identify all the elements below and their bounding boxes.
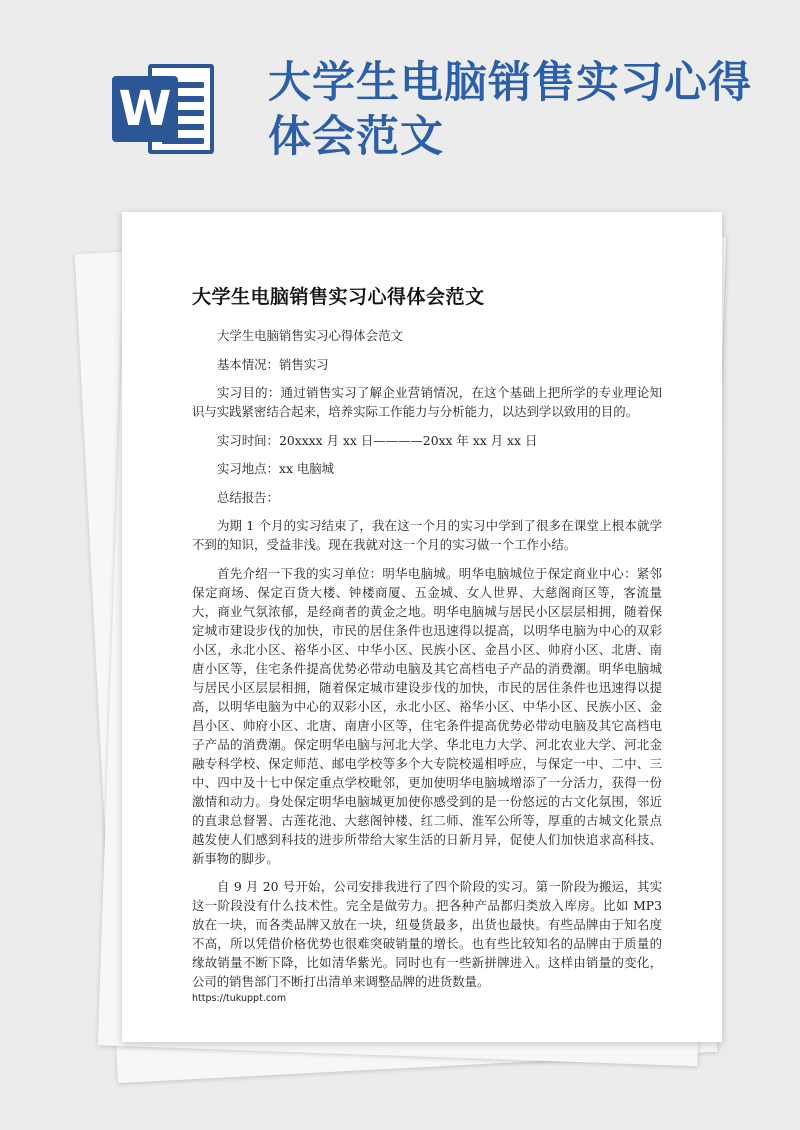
paragraph-company-intro: 首先介绍一下我的实习单位：明华电脑城。明华电脑城位于保定商业中心：紧邻保定商场、保定百货大楼、钟楼商厦、五金城、女人世界、大慈阁商区等，客流量大，商业气氛浓郁，是经商者的黄金之地。明华电脑城与居民小区层层相拥，随着保定城市建设步伐的加快，市民的居住条件也迅速得以提高，以明华电脑为中心的双彩小区，永北小区、裕华小区、中华小区、民族小区、金昌小区、帅府小区、北唐、南唐小区等，住宅条件提高优势必带动电脑及其它高档电子产品的消费潮。明华电脑城与居民小区层层相拥，随着保定城市建设步伐的加快，市民的居住条件也迅速得以提高，以明华电脑为中心的双彩小区，永北小区、裕华小区、中华小区、民族小区、金昌小区、帅府小区、北唐、南唐小区等，住宅条件提高优势必带动电脑及其它高档电子产品的消费潮。保定明华电脑与河北大学、华北电力大学、河北农业大学、河北金融专科学校、保定师范、邮电学校等多个大专院校遥相呼应，与保定一中、二中、三中、四中及十七中保定重点学校毗邻，更加使明华电脑城增添了一分活力，获得一份激情和动力。身处保定明华电脑城更加使你感受到的是一份悠远的古文化氛围，邻近的直隶总督署、古莲花池、大慈阁钟楼、红二师、淮军公所等，厚重的古城文化景点越发使人们感到科技的进步所带给大家生活的日新月异，促使人们加快追求高科技、新事物的脚步。 [192, 565, 662, 866]
word-logo-letter: W [112, 76, 178, 142]
document-body [192, 326, 662, 1001]
paragraph-summary: 为期 1 个月的实习结束了，我在这一个月的实习中学到了很多在课堂上根本就学不到的知识，受益非浅。现在我就对这一个月的实习做一个工作小结。 [192, 518, 662, 552]
paragraph-basic-info: 基本情况：销售实习 [217, 356, 329, 372]
paragraph-location: 实习地点：xx 电脑城 [217, 461, 335, 476]
paragraph-purpose: 实习目的：通过销售实习了解企业营销情况，在这个基础上把所学的专业理论知识与实践紧密结合起来，培养实际工作能力与分析能力，以达到学以致用的目的。 [192, 385, 662, 419]
source-url: https://tukuppt.com [192, 993, 287, 1004]
paragraph-heading: 大学生电脑销售实习心得体会范文 [217, 328, 403, 343]
paragraph-stages: 自 9 月 20 号开始，公司安排我进行了四个阶段的实习。第一阶段为搬运，其实这一阶段没有什么技术性。完全是做劳力。把各种产品都归类放入库房。比如 MP3 放在一块，而各类品牌又放在一块，纽曼货最多，出货也最快。有些品牌由于知名度不高，所以凭借价格优势也很难突破销量的增长。也有些比较知名的品牌由于质量的缘故销量不断下降，比如清华紫光。同时也有一些新拼牌进入。这样由销量的变化，公司的销售部门不断打出清单来调整品牌的进货数量。 [192, 879, 662, 989]
header-banner [0, 0, 800, 200]
document-title: 大学生电脑销售实习心得体会范文 [192, 286, 485, 308]
word-document-icon [112, 64, 214, 154]
page-title: 大学生电脑销售实习心得体会范文 [268, 58, 752, 162]
paragraph-time: 实习时间：20xxxx 月 xx 日————20xx 年 xx 月 xx 日 [217, 432, 538, 448]
paragraph-report-label: 总结报告： [217, 489, 279, 505]
